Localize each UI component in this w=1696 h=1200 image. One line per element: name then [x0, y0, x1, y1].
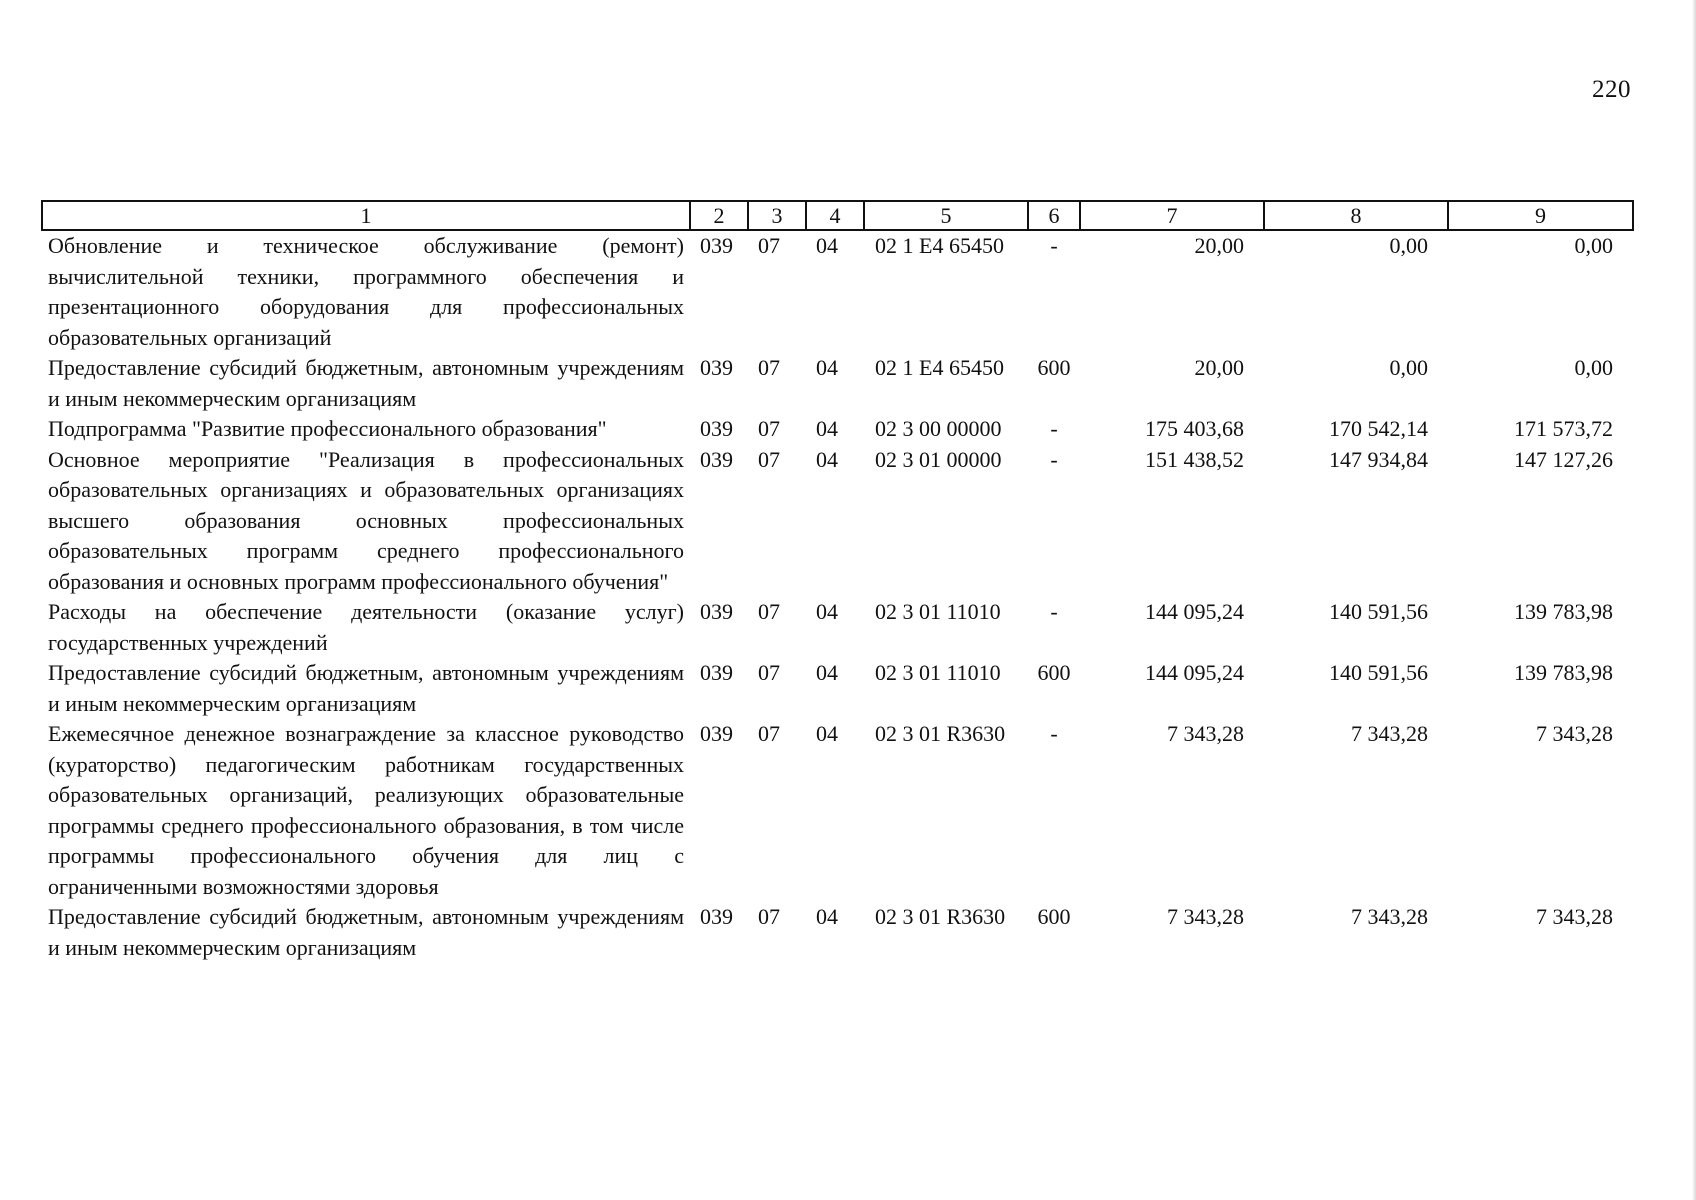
row-expense-type: -: [1050, 599, 1058, 624]
row-amount-year-1: 20,00: [1194, 233, 1244, 258]
row-subsection: 04: [816, 904, 838, 929]
row-grbs: 039: [700, 721, 733, 746]
row-grbs: 039: [700, 904, 733, 929]
row-target-article: 02 3 00 00000: [875, 416, 1002, 441]
row-name: Предоставление субсидий бюджетным, автономным учреждениям и иным некоммерческим организациям: [48, 355, 684, 411]
row-amount-year-3: 0,00: [1574, 355, 1613, 380]
column-header-year-1: 7: [1080, 201, 1264, 230]
scan-edge-shadow: [1692, 0, 1696, 1200]
table-row: [42, 902, 1633, 963]
row-amount-year-3: 139 783,98: [1514, 660, 1613, 685]
row-amount-year-2: 7 343,28: [1351, 904, 1428, 929]
row-name: Предоставление субсидий бюджетным, автономным учреждениям и иным некоммерческим организациям: [48, 660, 684, 716]
row-target-article: 02 3 01 00000: [875, 446, 1002, 472]
table-row: [42, 719, 1633, 902]
row-amount-year-1: 20,00: [1194, 355, 1244, 380]
row-amount-year-3: 171 573,72: [1514, 416, 1613, 441]
row-grbs: 039: [700, 660, 733, 685]
row-amount-year-1: 151 438,52: [1145, 446, 1244, 472]
row-target-article: 02 1 E4 65450: [875, 233, 1004, 258]
row-grbs: 039: [700, 233, 733, 258]
table-header-row: [42, 201, 1633, 230]
row-section: 07: [758, 904, 780, 929]
table-row: [42, 353, 1633, 414]
column-header-grbs: 2: [690, 201, 748, 230]
row-amount-year-3: 147 127,26: [1514, 446, 1613, 472]
row-section: 07: [758, 355, 780, 380]
row-name: Ежемесячное денежное вознаграждение за классное руководство (кураторство) педагогическим работникам государственных образовательных организаций, реализующих образовательные программы среднего профессионального образования, в том числе программы профессионального обучения для лиц с ограниченными возможностями здоровья: [48, 721, 684, 899]
row-amount-year-2: 170 542,14: [1329, 416, 1428, 441]
column-header-name: 1: [42, 201, 690, 230]
row-subsection: 04: [816, 233, 838, 258]
budget-table: [41, 200, 1634, 963]
column-header-expense-type: 6: [1028, 201, 1080, 230]
row-target-article: 02 1 E4 65450: [875, 355, 1004, 380]
row-target-article: 02 3 01 R3630: [875, 721, 1006, 746]
row-section: 07: [758, 660, 780, 685]
table-row: [42, 658, 1633, 719]
row-expense-type: 600: [1037, 660, 1071, 685]
row-name: Расходы на обеспечение деятельности (оказание услуг) государственных учреждений: [48, 599, 684, 655]
row-name: Обновление и техническое обслуживание (ремонт) вычислительной техники, программного обеспечения и презентационного оборудования для профессиональных образовательных организаций: [48, 233, 684, 350]
row-grbs: 039: [700, 446, 733, 472]
row-target-article: 02 3 01 11010: [875, 660, 1001, 685]
row-subsection: 04: [816, 721, 838, 746]
row-amount-year-2: 0,00: [1389, 355, 1428, 380]
column-header-year-2: 8: [1264, 201, 1448, 230]
row-subsection: 04: [816, 355, 838, 380]
table-row: [42, 445, 1633, 598]
row-expense-type: 600: [1037, 904, 1071, 929]
column-header-year-3: 9: [1448, 201, 1633, 230]
row-target-article: 02 3 01 R3630: [875, 904, 1006, 929]
column-header-section: 3: [748, 201, 806, 230]
row-grbs: 039: [700, 355, 733, 380]
table-row: [42, 414, 1633, 445]
row-grbs: 039: [700, 416, 733, 441]
row-amount-year-1: 175 403,68: [1145, 416, 1244, 441]
row-amount-year-3: 139 783,98: [1514, 599, 1613, 624]
row-target-article: 02 3 01 11010: [875, 599, 1001, 624]
row-subsection: 04: [816, 416, 838, 441]
row-grbs: 039: [700, 599, 733, 624]
row-name: Основное мероприятие "Реализация в профессиональных образовательных организациях и образовательных организациях высшего образования основных профессиональных образовательных программ среднего профессионального образования и основных программ профессионального обучения": [48, 446, 684, 594]
row-expense-type: -: [1050, 721, 1058, 746]
row-expense-type: -: [1050, 416, 1058, 441]
row-amount-year-2: 140 591,56: [1329, 660, 1428, 685]
row-name: Предоставление субсидий бюджетным, автономным учреждениям и иным некоммерческим организациям: [48, 904, 684, 960]
row-section: 07: [758, 446, 780, 472]
row-subsection: 04: [816, 599, 838, 624]
row-amount-year-1: 144 095,24: [1145, 599, 1244, 624]
row-subsection: 04: [816, 660, 838, 685]
column-header-subsection: 4: [806, 201, 864, 230]
row-amount-year-2: 7 343,28: [1351, 721, 1428, 746]
column-header-target-article: 5: [864, 201, 1028, 230]
row-amount-year-2: 147 934,84: [1329, 446, 1428, 472]
row-amount-year-1: 7 343,28: [1167, 721, 1244, 746]
row-amount-year-2: 0,00: [1389, 233, 1428, 258]
row-section: 07: [758, 721, 780, 746]
row-section: 07: [758, 233, 780, 258]
row-amount-year-2: 140 591,56: [1329, 599, 1428, 624]
row-amount-year-3: 7 343,28: [1536, 721, 1613, 746]
row-subsection: 04: [816, 446, 838, 472]
row-amount-year-1: 144 095,24: [1145, 660, 1244, 685]
row-amount-year-3: 7 343,28: [1536, 904, 1613, 929]
page-number: 220: [1592, 76, 1631, 103]
row-expense-type: -: [1050, 446, 1058, 472]
row-section: 07: [758, 416, 780, 441]
row-expense-type: -: [1050, 233, 1058, 258]
row-amount-year-1: 7 343,28: [1167, 904, 1244, 929]
row-name: Подпрограмма "Развитие профессионального образования": [48, 416, 607, 441]
row-expense-type: 600: [1037, 355, 1071, 380]
row-amount-year-3: 0,00: [1574, 233, 1613, 258]
table-row: [42, 597, 1633, 658]
row-section: 07: [758, 599, 780, 624]
table-row: [42, 230, 1633, 353]
